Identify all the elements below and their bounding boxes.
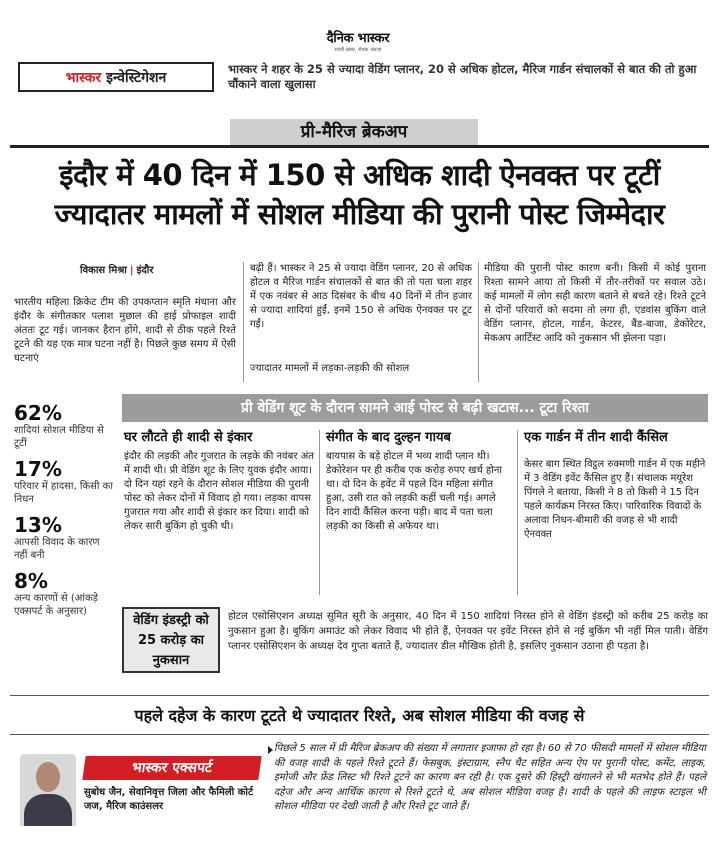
section-band: प्री वेडिंग शूट के दौरान सामने आई पोस्ट से बढ़ी खटास... टूटा रिश्ता xyxy=(122,394,708,422)
kicker-label: प्री-मैरिज ब्रेकअप xyxy=(230,119,478,145)
avatar-head xyxy=(36,762,60,792)
headline-line-2: ज्यादातर मामलों में सोशल मीडिया की पुरानी पोस्ट जिम्मेदार xyxy=(54,197,665,231)
column-divider xyxy=(478,262,479,382)
headline-rule xyxy=(10,145,709,148)
stat-item xyxy=(14,570,114,618)
headline-line-1: इंदौर में 40 दिन में 150 से अधिक शादी ऐनवक्त पर टूटीं xyxy=(59,158,660,192)
section-rule xyxy=(10,734,709,735)
stat-item xyxy=(14,402,114,450)
case-title-2: संगीत के बाद दुल्हन गायब xyxy=(326,430,451,445)
case-text-2: बायपास के बड़े होटल में भव्य शादी प्लान थी। डेकोरेशन पर ही करीब एक करोड़ रुपए खर्च होना था। दो दिन के इवेंट में पहले दिन महिला संगीत हुआ, उसी रात को लड़की कहीं चली गई। अगले दिन शादी कैंसिल करना पड़ी। बाद में पता चला लड़की का किसी से अफेयर था। xyxy=(326,451,502,532)
stat-number: 8% xyxy=(14,569,48,593)
stat-label: शादियां सोशल मीडिया से टूटीं xyxy=(14,425,104,449)
case-text-1: इंदौर की लड़की और गुजरात के लड़के की नवंबर अंत में शादी थी। प्री वेडिंग शूट के लिए युवक इंदौर आया। दो दिन यहां रहने के दौरान सोशल मीडिया की पुरानी पोस्ट को लेकर दोनों में विवाद हो गया। लड़का वापस गुजरात गया और शादी से इंकार कर दिया। शादी को लेकर सारी बुकिंग हो चुकी थी। xyxy=(124,451,314,532)
stat-item xyxy=(14,458,114,506)
case-text-3: केसर बाग स्थित विट्ठल रुक्मणी गार्डन में एक महीने में 3 वेडिंग इवेंट कैंसिल हुए हैं। संचालक मयूरेश पिंगले ने बताया, किसी ने 8 तो किसी ने 15 दिन पहले कार्यक्रम निरस्त किए। पारिवारिक विवादों के अलावा निधन-बीमारी की वजह से भी शादी ऐनवक्त xyxy=(524,459,706,540)
headline xyxy=(10,156,709,234)
stats-panel xyxy=(14,402,114,626)
expert-avatar xyxy=(20,754,76,826)
expert-quote: पिछले 5 साल में प्री मैरिज ब्रेकअप की संख्या में लगातार इजाफा हो रहा है। 60 से 70 फीसदी मामलों में सोशल मीडिया की वजह शादी के पहले रिश्ते टूटते हैं। फेसबुक, इंस्टाग्राम, स्नैप चैट सहित अन्य ऐप पर पुरानी पोस्ट, कमेंट, लाइक, इमोजी और फ्रेंड लिस्ट भी रिश्ते टूटने का कारण बन रही है। एक दूसरे की हिस्ट्री खंगालने से भी मतभेद होते हैं। पहले दहेज और अन्य आर्थिक कारण से रिश्ते टूटते थे, अब सोशल मीडिया वजह है। शादी के पहले की लाइफ स्टाइल भी सोशल मीडिया पर देखी जाती है और रिश्ते टूट जाते हैं। xyxy=(274,743,706,812)
bullet-triangle-icon xyxy=(268,746,273,754)
byline-place: इंदौर xyxy=(136,265,154,276)
story-column-3: मीडिया की पुरानी पोस्ट कारण बनी। किसी में कोई पुराना रिश्ता सामने आया तो किसी में तौर-तरीकों पर सवाल उठे। कई मामलों में लोग सही कारण बताने से बचते रहे। रिश्ते टूटने से दोनों परिवारों को सदमा तो लगा ही, एडवांस बुकिंग वाले वेडिंग प्लानर, होटल, गार्डन, केटरर, बैंड-बाजा, डेकोरेटर, मेकअप आर्टिस्ट आदि को नुकसान भी झेलना पड़ा। xyxy=(484,263,706,344)
column-divider xyxy=(319,430,320,595)
stat-number: 17% xyxy=(14,457,62,481)
stat-item xyxy=(14,514,114,562)
investigation-summary: भास्कर ने शहर के 25 से ज्यादा वेडिंग प्लानर, 20 से अधिक होटल, मैरिज गार्डन संचालकों से बात की तो हुआ चौंकाने वाला खुलासा xyxy=(228,62,697,91)
story-column-1: भारतीय महिला क्रिकेट टीम की उपकप्तान स्मृति मंधाना और इंदौर के संगीतकार पलाश मुछाल की हाई प्रोफाइल शादी अंततः टूट गई। जानकर हैरान होंगे, शादी से ठीक पहले रिश्ते टूटने की यह एक मात्र घटना नहीं है। पिछले कुछ समय में ऐसी घटनाएं xyxy=(14,297,236,364)
case-title-1: घर लौटते ही शादी से इंकार xyxy=(124,430,253,445)
case-title-3: एक गार्डन में तीन शादी कैंसिल xyxy=(524,430,668,445)
newspaper-tagline: सच्ची ख़बर, रोचक अंदाज़ xyxy=(334,47,382,53)
masthead xyxy=(306,28,410,54)
investigation-badge xyxy=(18,62,214,92)
byline-separator: | xyxy=(129,265,134,276)
column-divider xyxy=(243,262,244,382)
expert-badge: भास्कर एक्सपर्ट xyxy=(82,756,261,780)
stat-label: आपसी विवाद के कारण नहीं बनी xyxy=(14,537,100,561)
stat-label: परिवार में हादसा, किसी का निधन xyxy=(14,481,113,505)
investigation-kind: इन्वेस्टिगेशन xyxy=(106,69,167,86)
byline xyxy=(80,262,153,276)
investigation-brand: भास्कर xyxy=(65,69,102,86)
byline-author: विकास मिश्रा xyxy=(80,265,127,276)
industry-loss-text: होटल एसोसिएशन अध्यक्ष सुमित सूरी के अनुसार, 40 दिन में 150 शादियां निरस्त होने से वेडिंग इंडस्ट्री को करीब 25 करोड़ का नुकसान हुआ है। बुकिंग अमाउंट को लेकर विवाद भी होते हैं, ऐनवक्त पर इवेंट निरस्त होने से नई बुकिंग भी नहीं मिल पाती। वेडिंग प्लानर एसोसिएशन के अध्यक्ष देव गुप्ता बताते हैं, ज्यादातर डील मौखिक होती है, इसलिए नुकसान उठाना ही पड़ता है। xyxy=(228,611,708,652)
expert-name: सुबोध जैन, सेवानिवृत्त जिला और फैमिली कोर्ट जज, मैरिज काउंसलर xyxy=(84,787,254,812)
section-rule xyxy=(10,695,709,696)
stat-number: 13% xyxy=(14,513,62,537)
industry-loss-box: वेडिंग इंडस्ट्री को 25 करोड़ का नुकसान xyxy=(122,607,220,673)
story-column-2a: बढ़ी हैं। भास्कर ने 25 से ज्यादा वेडिंग प्लानर, 20 से अधिक होटल व मैरिज गार्डन संचालकों से बात की तो पता चला शहर में एक नवंबर से आठ दिसंबर के बीच 40 दिनों में तीन हजार से ज्यादा शादियां हुईं, इनमें 150 से अधिक ऐनवक्त पर टूट गईं। xyxy=(250,263,472,330)
expert-subhead: पहले दहेज के कारण टूटते थे ज्यादातर रिश्ते, अब सोशल मीडिया की वजह से xyxy=(134,706,585,725)
newspaper-logo: दैनिक भास्कर xyxy=(326,31,390,46)
column-divider xyxy=(517,430,518,595)
stat-number: 62% xyxy=(14,401,62,425)
stat-label: अन्य कारणों से (आंकड़े एक्सपर्ट के अनुसार) xyxy=(14,593,99,617)
avatar-body xyxy=(24,794,72,826)
story-column-2b: ज्यादातर मामलों में लड़का-लड़की की सोशल xyxy=(250,363,410,374)
